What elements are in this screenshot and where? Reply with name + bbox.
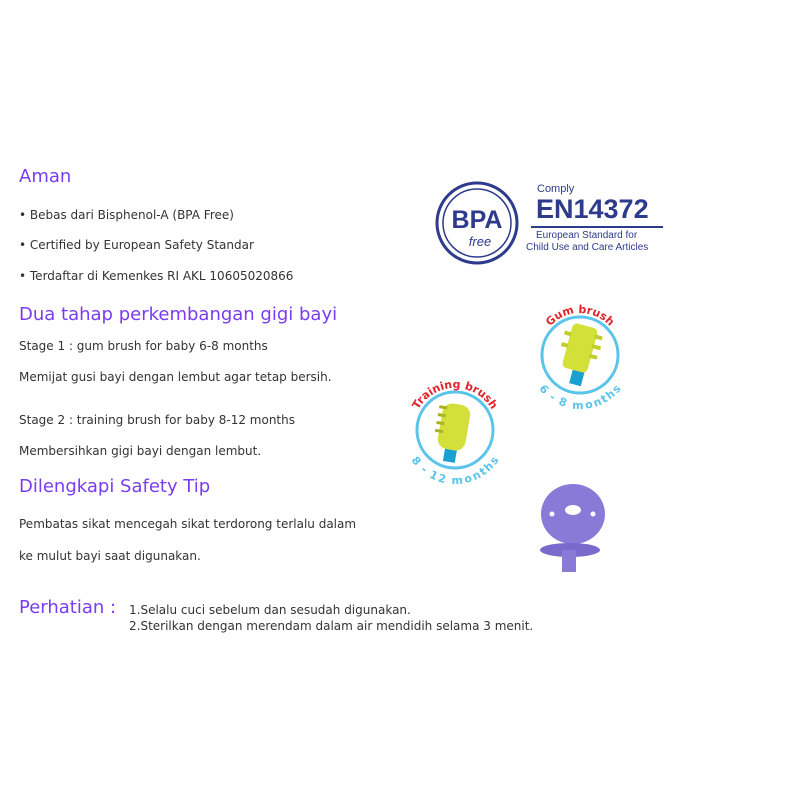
- bpa-text: BPA: [451, 206, 503, 234]
- standard-desc-2: Child Use and Care Articles: [526, 242, 649, 253]
- standard-code: EN14372: [536, 194, 649, 224]
- stage2-title: Stage 2 : training brush for baby 8-12 months: [19, 413, 295, 427]
- standard-desc-1: European Standard for: [536, 230, 638, 241]
- stage1-desc: Memijat gusi bayi dengan lembut agar tetap bersih.: [19, 370, 332, 384]
- free-text: free: [468, 234, 492, 249]
- heading-safety-tip: Dilengkapi Safety Tip: [19, 476, 211, 497]
- notice-label: Perhatian :: [19, 597, 117, 618]
- notice-item-1: 1.Selalu cuci sebelum dan sesudah digunakan.: [129, 603, 411, 617]
- bpa-free-badge: [434, 180, 520, 266]
- heading-safe: Aman: [19, 166, 72, 187]
- notice-item-2: 2.Sterilkan dengan merendam dalam air mendidih selama 3 menit.: [129, 619, 534, 633]
- safety-line-1: Pembatas sikat mencegah sikat terdorong terlalu dalam: [19, 517, 357, 531]
- stage2-desc: Membersihkan gigi bayi dengan lembut.: [19, 444, 262, 458]
- gum-brush-age: 6 - 8 months: [536, 382, 624, 413]
- training-brush-label: Training brush: [409, 377, 501, 412]
- training-brush-age: 8 - 12 months: [408, 454, 502, 488]
- gum-brush-label: Gum brush: [543, 302, 617, 329]
- bullet-registered: • Terdaftar di Kemenkes RI AKL 10605020866: [19, 269, 294, 283]
- training-brush-illustration: [400, 370, 510, 490]
- heading-stages: Dua tahap perkembangan gigi bayi: [19, 304, 338, 325]
- stage1-title: Stage 1 : gum brush for baby 6-8 months: [19, 339, 268, 353]
- standard-divider: [531, 226, 663, 228]
- bullet-bpa-free: • Bebas dari Bisphenol-A (BPA Free): [19, 208, 234, 222]
- comply-text: Comply: [537, 183, 575, 195]
- bullet-certified: • Certified by European Safety Standar: [19, 238, 254, 252]
- safety-line-2: ke mulut bayi saat digunakan.: [19, 549, 201, 563]
- gum-brush-illustration: [525, 295, 635, 415]
- svg-text:6 - 8 months: [537, 382, 624, 412]
- safety-tip-illustration: [530, 480, 620, 580]
